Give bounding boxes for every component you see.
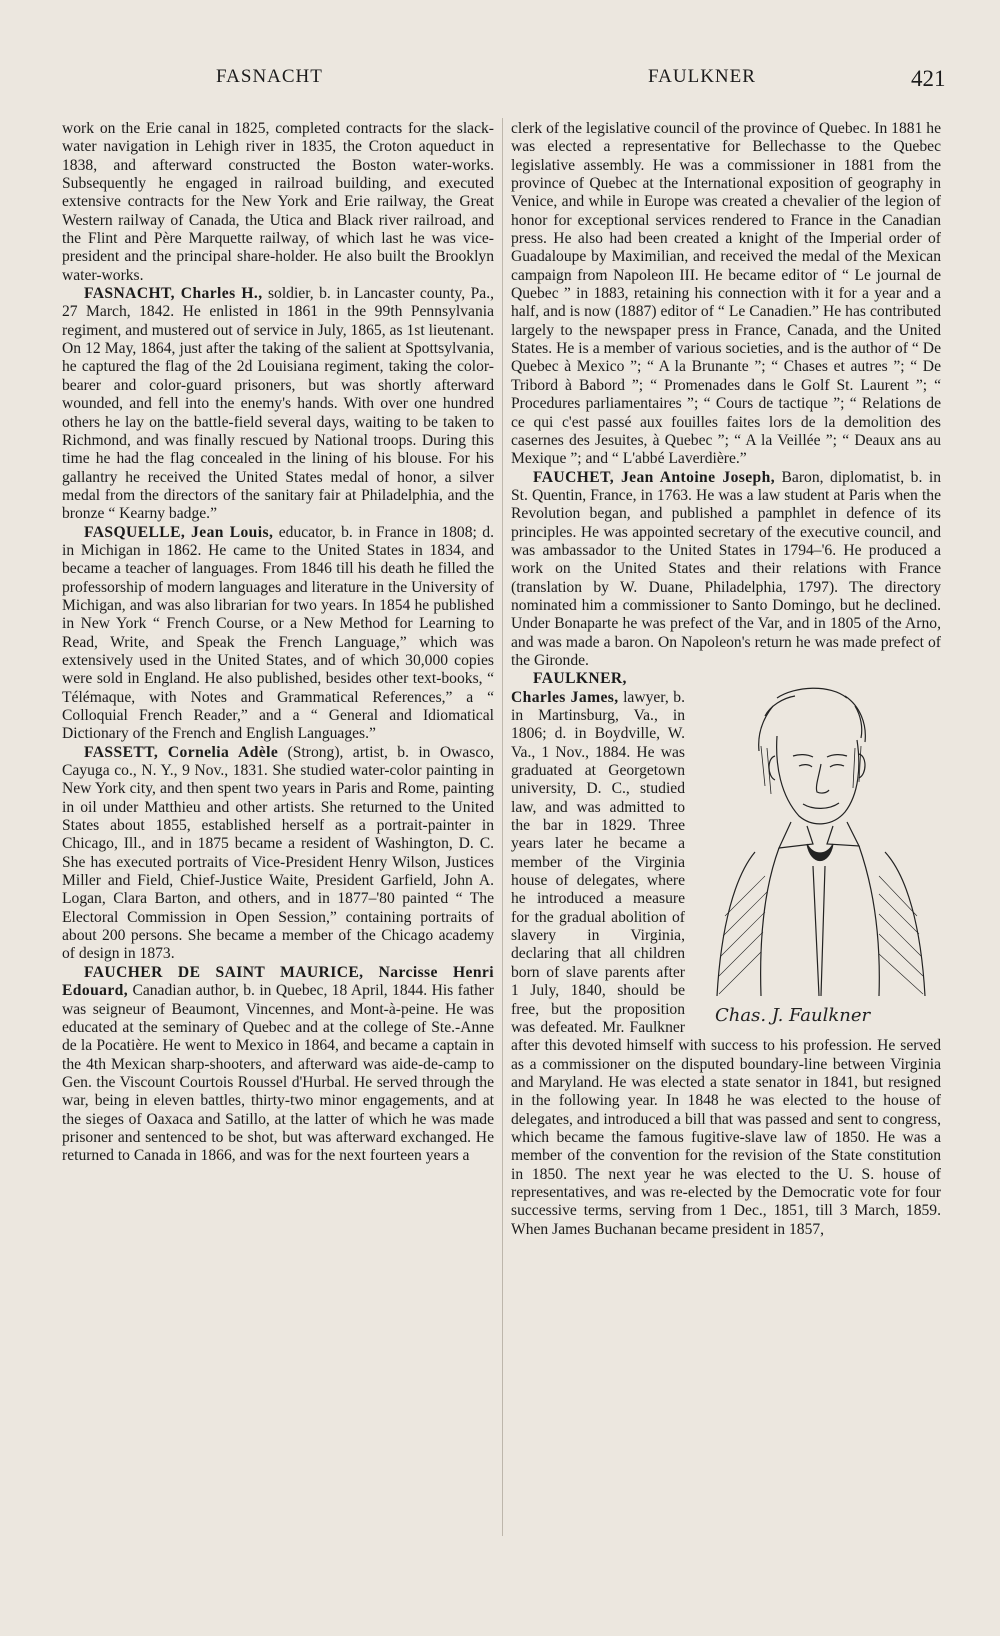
entry-continuation-left <box>62 120 494 285</box>
entry-fauchet <box>511 469 941 671</box>
entry-continuation-right <box>511 120 941 469</box>
signature: Chas. J. Faulkner <box>715 1005 871 1027</box>
entry-text: (Strong), artist, b. in Owasco, Cayuga co., N. Y., 9 Nov., 1831. She studied water-color painting in New York city, and then spent two years in Paris and Rome, painting in oil under Matthieu and other artists. She returned to the United States about 1855, established herself as a portrait-painter in Chicago, Ill., and in 1875 became a resident of Washington, D. C. She has executed portraits of Vice-President Henry Wilson, Justices Miller and Field, Chief-Justice Waite, President Garfield, John A. Logan, Clara Barton, and others, and in 1877–'80 painted “ The Electoral Commission in Open Session,” containing portraits of about 200 persons. She became a member of the Chicago academy of design in 1873. <box>62 743 494 963</box>
entry-text: Baron, diplomatist, b. in St. Quentin, France, in 1763. He was a law student at Paris when the Revolution began, and published a pamphlet in defence of its principles. He was appointed secretary of the executive council, and was ambassador to the United States in 1794–'6. He produced a work on the United States and their relations with France (translation by W. Duane, Philadelphia, 1797). The directory nominated him a commissioner to Santo Domingo, but he declined. Under Bonaparte he was prefect of the Var, and in 1805 of the Arno, and was made a baron. On Napoleon's return he was made prefect of the Gironde. <box>511 468 941 669</box>
entry-text: work on the Erie canal in 1825, completed contracts for the slack-water navigation in Lehigh river in 1835, the Croton aqueduct in 1838, and afterward constructed the Boston water-works. Subsequently he engaged in railroad building, and executed extensive contracts for the New York and Erie railway, the Great Western railway of Canada, the Utica and Black river railroad, and the Flint and Père Marquette railway, of which last he was vice-president and the principal share-holder. He also built the Brooklyn water-works. <box>62 120 494 284</box>
entry-faucher <box>62 964 494 1166</box>
column-divider <box>502 118 503 1536</box>
right-column <box>511 120 941 1239</box>
entry-heading: FAUCHER DE SAINT MAURICE, Narcisse Henri Edouard, <box>62 963 494 1000</box>
entry-fasnacht <box>62 285 494 523</box>
entry-heading: FAUCHET, Jean Antoine Joseph, <box>533 468 775 486</box>
entry-faulkner <box>511 670 941 1239</box>
page-number: 421 <box>911 66 946 91</box>
entry-heading: FASNACHT, Charles H., <box>84 285 263 303</box>
left-column <box>62 120 494 1166</box>
entry-text: educator, b. in France in 1808; d. in Michigan in 1862. He came to the United States in 1834, and became a teacher of languages. From 1846 till his death he filled the professorship of modern languages and literature in the University of Michigan, and was also librarian for two years. In 1854 he published in New York “ French Course, or a New Method for Learning to Read, Write, and Speak the French Language,” which was extensively used in the United States, and of which 30,000 copies were sold in England. He also published, besides other text-books, “ Télémaque, with Notes and Grammatical References,” a “ Colloquial French Reader,” and a “ General and Idiomatical Dictionary of the French and English Languages.” <box>62 523 494 743</box>
entry-fassett <box>62 744 494 964</box>
entry-fasquelle <box>62 524 494 744</box>
entry-text: clerk of the legislative council of the province of Quebec. In 1881 he was elected a representative for Bellechasse to the Quebec legislative assembly. He was a commissioner in 1881 from the province of Quebec at the International exposition of geography in Venice, and while in Europe was created a chevalier of the legion of honor for exceptional services rendered to France in the Canadian press. He also had been created a knight of the Imperial order of Guadaloupe by Maximilian, and received the medal of the Mexican campaign from Napoleon III. He became editor of “ Le journal de Quebec ” in 1883, retaining his connection with it for a year and a half, and is now (1887) editor of “ Le Canadien.” He has contributed largely to the newspaper press in France, Canada, and the United States. He is a member of various societies, and is the author of “ De Quebec à Mexico ”; “ A la Brunante ”; “ Chases et autres ”; “ De Tribord à Babord ”; “ Promenades dans le Golf St. Laurent ”; “ Procedures parliamentaires ”; “ Cours de tactique ”; “ Relations de ce qui c'est passé aux fouilles faites lors de la demolition des casernes des Jesuites, à Quebec ”; “ A la Veillée ”; “ Deaux ans au Mexique ”; and “ L'abbé Laverdière.” <box>511 120 941 468</box>
entry-text: soldier, b. in Lancaster county, Pa., 27 March, 1842. He enlisted in 1861 in the 99th Pennsylvania regiment, and mustered out of service in July, 1865, as 1st lieutenant. On 12 May, 1864, just after the taking of the salient at Spottsylvania, he captured the flag of the 2d Louisiana regiment, taking the color-bearer and color-guard prisoners, but was shortly afterward wounded, and fell into the enemy's hands. With over one hundred others he lay on the battle-field several days, waiting to be taken to Richmond, and was finally rescued by National troops. During this time he had the flag concealed in the lining of his blouse. For his gallantry he received the United States medal of honor, a silver medal from the directors of the sanitary fair at Philadelphia, and the bronze “ Kearny badge.” <box>62 285 495 523</box>
portrait-engraving <box>695 676 945 1031</box>
entry-heading: FAULKNER, Charles James, <box>511 670 627 706</box>
header-left-word: FASNACHT <box>216 66 323 87</box>
header-right-word: FAULKNER <box>648 66 756 87</box>
entry-text: lawyer, b. in Martinsburg, Va., in 1806; d. in Boydville, W. Va., 1 Nov., 1884. He was graduated at Georgetown university, D. C., studied law, and was admitted to the bar in 1829. Three years later he became a member of the Virginia house of delegates, where he introduced a measure for the gradual abolition of slavery in Virginia, declaring that all children born of slave parents after 1 July, 1840, should be free, but the proposition was defeated. Mr. Faulkner after this devoted himself with success to his profession. He served as a commissioner on the disputed boundary-line between Virginia and Maryland. He was elected a state senator in 1841, but resigned in the following year. In 1848 he was elected to the house of delegates, and introduced a bill that was passed and sent to congress, which became the famous fugitive-slave law of 1850. He was a member of the convention for the revision of the State constitution in 1850. The next year he was elected to the U. S. house of representatives, and was re-elected by the Democratic vote for four successive terms, serving from 1 Dec., 1851, till 3 March, 1859. When James Buchanan became president in 1857, <box>511 688 941 1238</box>
entry-text: Canadian author, b. in Quebec, 18 April, 1844. His father was seigneur of Beaumont, Vincennes, and Mont-à-peine. He was educated at the seminary of Quebec and at the college of Ste.-Anne de la Pocatière. He went to Mexico in 1864, and became a captain in the 4th Mexican sharp-shooters, and afterward was aide-de-camp to Gen. the Viscount Courtois Roussel d'Hurbal. He served through the war, being in eleven battles, thirty-two minor engagements, and at the sieges of Oaxaca and Satillo, at the latter of which he was made prisoner and sentenced to be shot, but was afterward exchanged. He returned to Canada in 1866, and was for the next fourteen years a <box>62 982 494 1165</box>
entry-heading: FASQUELLE, Jean Louis, <box>84 523 274 541</box>
running-header <box>0 66 1000 96</box>
entry-heading: FASSETT, Cornelia Adèle <box>84 743 279 761</box>
portrait-figure <box>695 676 945 1031</box>
